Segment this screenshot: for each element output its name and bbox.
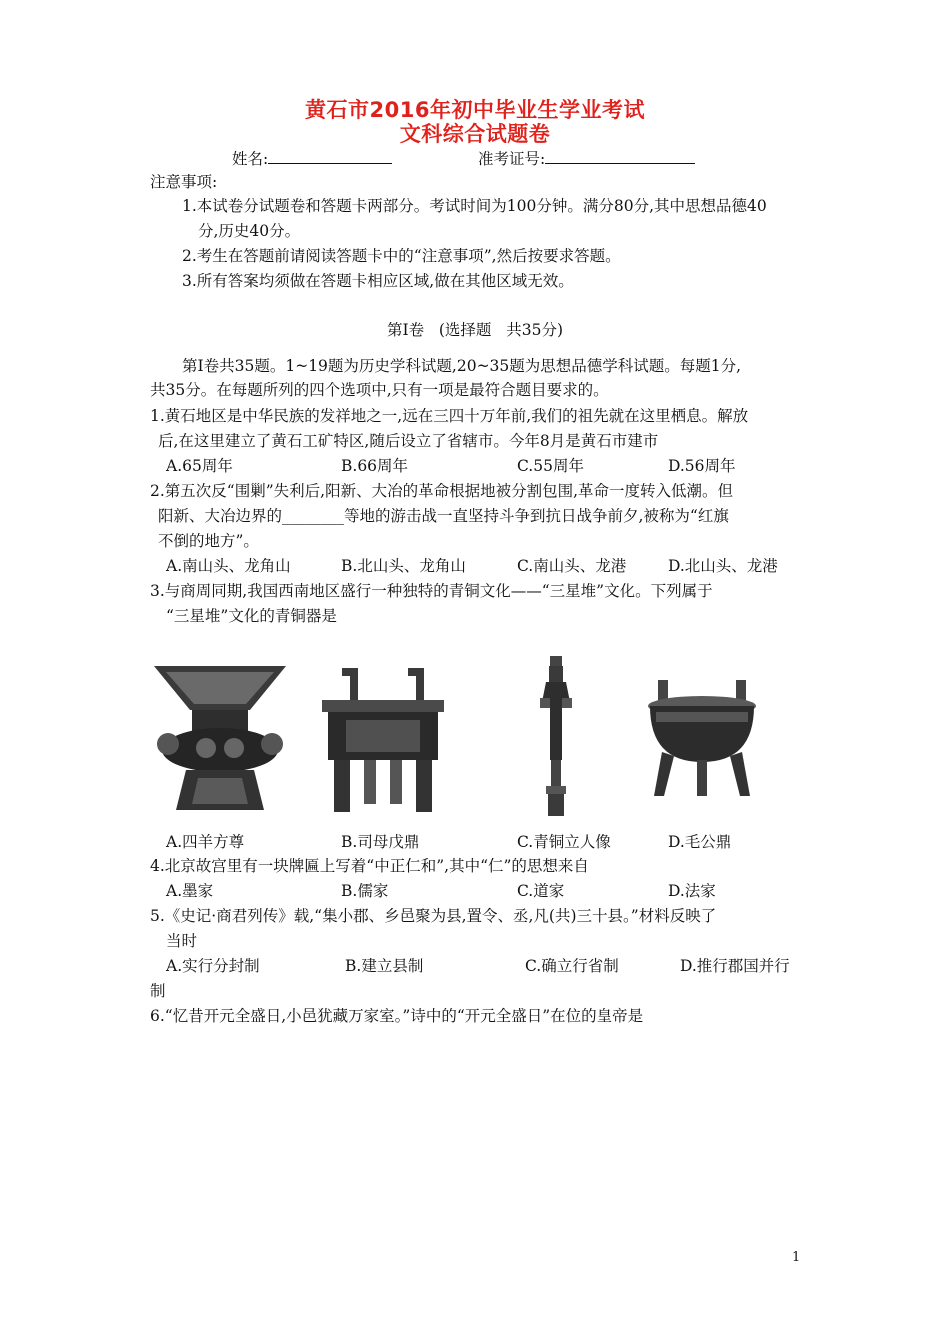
notes-heading: 注意事项: <box>150 173 218 191</box>
q3-option-a: A.四羊方尊 <box>166 833 245 851</box>
section-title: 第Ⅰ卷 (选择题 共35分) <box>386 321 563 339</box>
note-1-cont: 分,历史40分。 <box>198 222 301 240</box>
simuwu-ding-image <box>316 662 450 816</box>
question-2-cont: 阳新、大冶边界的________等地的游击战一直坚持斗争到抗日战争前夕,被称为“红旗 <box>158 507 729 525</box>
maogong-ding-image <box>640 676 764 800</box>
exam-title: 黄石市2016年初中毕业生学业考试 <box>305 98 645 122</box>
q2-option-d: D.北山头、龙港 <box>668 557 778 575</box>
q1-option-c: C.55周年 <box>517 457 584 475</box>
id-blank <box>545 148 695 164</box>
q1-option-d: D.56周年 <box>668 457 736 475</box>
q3-option-b: B.司母戊鼎 <box>341 833 420 851</box>
name-field <box>232 148 392 169</box>
question-2-cont2: 不倒的地方”。 <box>158 532 259 550</box>
question-6: 6.“忆昔开元全盛日,小邑犹藏万家室。”诗中的“开元全盛日”在位的皇帝是 <box>150 1007 644 1025</box>
q5-option-b: B.建立县制 <box>345 957 424 975</box>
question-3: 3.与商周同期,我国西南地区盛行一种独特的青铜文化——“三星堆”文化。下列属于 <box>150 582 713 600</box>
name-blank <box>268 148 392 164</box>
q4-option-d: D.法家 <box>668 882 716 900</box>
note-3: 3.所有答案均须做在答题卡相应区域,做在其他区域无效。 <box>182 272 574 290</box>
q2-option-b: B.北山头、龙角山 <box>341 557 466 575</box>
q3-option-d: D.毛公鼎 <box>668 833 732 851</box>
id-field <box>478 148 695 169</box>
section-intro: 第Ⅰ卷共35题。1~19题为历史学科试题,20~35题为思想品德学科试题。每题1分, <box>182 357 742 375</box>
q4-option-c: C.道家 <box>517 882 565 900</box>
note-1: 1.本试卷分试题卷和答题卡两部分。考试时间为100分钟。满分80分,其中思想品德40 <box>182 197 767 215</box>
four-ram-zun-image <box>146 658 294 816</box>
question-4: 4.北京故宫里有一块牌匾上写着“中正仁和”,其中“仁”的思想来自 <box>150 857 589 875</box>
q1-option-b: B.66周年 <box>341 457 409 475</box>
question-5: 5.《史记·商君列传》载,“集小郡、乡邑聚为县,置令、丞,凡(共)三十县。”材料反映了 <box>150 907 717 925</box>
question-1-cont: 后,在这里建立了黄石工矿特区,随后设立了省辖市。今年8月是黄石市建市 <box>158 432 659 450</box>
q4-option-a: A.墨家 <box>166 882 214 900</box>
q3-option-c: C.青铜立人像 <box>517 833 611 851</box>
q5-option-d-cont: 制 <box>150 982 166 1000</box>
section-intro-cont: 共35分。在每题所列的四个选项中,只有一项是最符合题目要求的。 <box>150 381 609 399</box>
q2-option-a: A.南山头、龙角山 <box>166 557 291 575</box>
bronze-standing-figure-image <box>532 654 580 818</box>
question-1: 1.黄石地区是中华民族的发祥地之一,远在三四十万年前,我们的祖先就在这里栖息。解放 <box>150 407 749 425</box>
note-2: 2.考生在答题前请阅读答题卡中的“注意事项”,然后按要求答题。 <box>182 247 621 265</box>
name-label: 姓名: <box>232 150 269 168</box>
q2-option-c: C.南山头、龙港 <box>517 557 627 575</box>
question-3-cont: “三星堆”文化的青铜器是 <box>166 607 337 625</box>
page-number: 1 <box>792 1250 801 1265</box>
q4-option-b: B.儒家 <box>341 882 389 900</box>
q5-option-a: A.实行分封制 <box>166 957 260 975</box>
q5-option-c: C.确立行省制 <box>525 957 619 975</box>
q1-option-a: A.65周年 <box>166 457 233 475</box>
question-2: 2.第五次反“围剿”失利后,阳新、大冶的革命根据地被分割包围,革命一度转入低潮。但 <box>150 482 733 500</box>
q5-option-d: D.推行郡国并行 <box>680 957 790 975</box>
id-label: 准考证号: <box>478 150 546 168</box>
exam-subtitle: 文科综合试题卷 <box>399 122 551 146</box>
question-5-cont: 当时 <box>166 932 198 950</box>
